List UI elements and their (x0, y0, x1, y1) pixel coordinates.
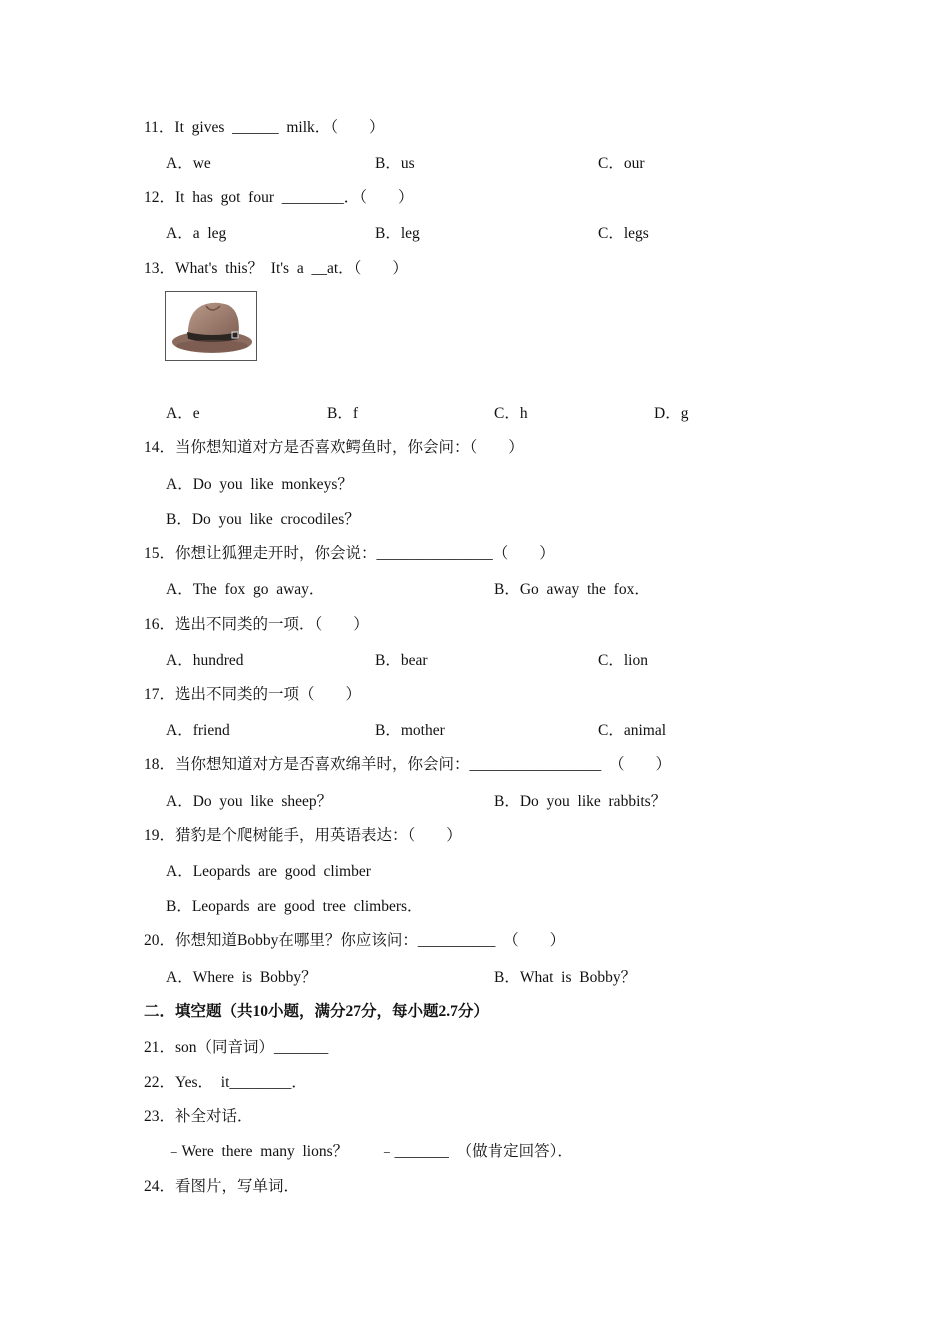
q17-option-a[interactable]: A．friend (166, 722, 230, 739)
question-18-stem: 18．当你想知道对方是否喜欢绵羊时，你会问：_________________ （ ） (144, 756, 672, 773)
question-24: 24．看图片，写单词． (144, 1178, 300, 1195)
q12-option-a[interactable]: A．a leg (166, 225, 227, 242)
question-19-stem: 19．猎豹是个爬树能手，用英语表达：（ ） (144, 827, 462, 844)
q18-option-a[interactable]: A．Do you like sheep？ (166, 793, 333, 810)
q18-option-b[interactable]: B．Do you like rabbits？ (494, 793, 667, 810)
hat-icon (166, 292, 256, 360)
question-12-stem: 12．It has got four ________．（ ） (144, 189, 414, 206)
question-21: 21．son（同音词）_______ (144, 1039, 329, 1056)
q12-option-b[interactable]: B．leg (375, 225, 420, 242)
q11-option-b[interactable]: B．us (375, 155, 415, 172)
question-11-stem: 11．It gives ______ milk．（ ） (144, 119, 385, 136)
question-13-stem: 13．What's this？ It's a __at．（ ） (144, 260, 408, 277)
q16-option-b[interactable]: B．bear (375, 652, 428, 669)
q15-option-a[interactable]: A．The fox go away． (166, 581, 325, 598)
q14-option-b[interactable]: B．Do you like crocodiles？ (166, 511, 360, 528)
q20-option-a[interactable]: A．Where is Bobby？ (166, 969, 317, 986)
question-23-dialogue: ﹣Were there many lions？ ﹣_______ （做肯定回答）． (166, 1143, 573, 1160)
question-23: 23．补全对话． (144, 1108, 253, 1125)
q11-option-c[interactable]: C．our (598, 155, 645, 172)
question-20-stem: 20．你想知道Bobby在哪里？你应该问：__________ （ ） (144, 932, 566, 949)
q16-option-a[interactable]: A．hundred (166, 652, 244, 669)
q17-option-b[interactable]: B．mother (375, 722, 445, 739)
q13-option-b[interactable]: B．f (327, 405, 359, 422)
q20-option-b[interactable]: B．What is Bobby？ (494, 969, 637, 986)
q15-option-b[interactable]: B．Go away the fox． (494, 581, 650, 598)
hat-image (165, 291, 257, 361)
q14-option-a[interactable]: A．Do you like monkeys？ (166, 476, 353, 493)
q13-option-c[interactable]: C．h (494, 405, 528, 422)
question-15-stem: 15．你想让狐狸走开时，你会说：_______________（ ） (144, 545, 555, 562)
q11-option-a[interactable]: A．we (166, 155, 211, 172)
q13-option-a[interactable]: A．e (166, 405, 200, 422)
q19-option-b[interactable]: B．Leopards are good tree climbers． (166, 898, 423, 915)
question-14-stem: 14．当你想知道对方是否喜欢鳄鱼时，你会问：（ ） (144, 439, 524, 456)
q19-option-a[interactable]: A．Leopards are good climber (166, 863, 371, 880)
question-17-stem: 17．选出不同类的一项（ ） (144, 686, 362, 703)
q17-option-c[interactable]: C．animal (598, 722, 667, 739)
q13-option-d[interactable]: D．g (654, 405, 689, 422)
question-16-stem: 16．选出不同类的一项．（ ） (144, 616, 369, 633)
q16-option-c[interactable]: C．lion (598, 652, 648, 669)
question-22: 22．Yes． it________． (144, 1074, 307, 1091)
section-2-heading: 二．填空题（共10小题，满分27分，每小题2.7分） (144, 1003, 489, 1020)
q12-option-c[interactable]: C．legs (598, 225, 649, 242)
